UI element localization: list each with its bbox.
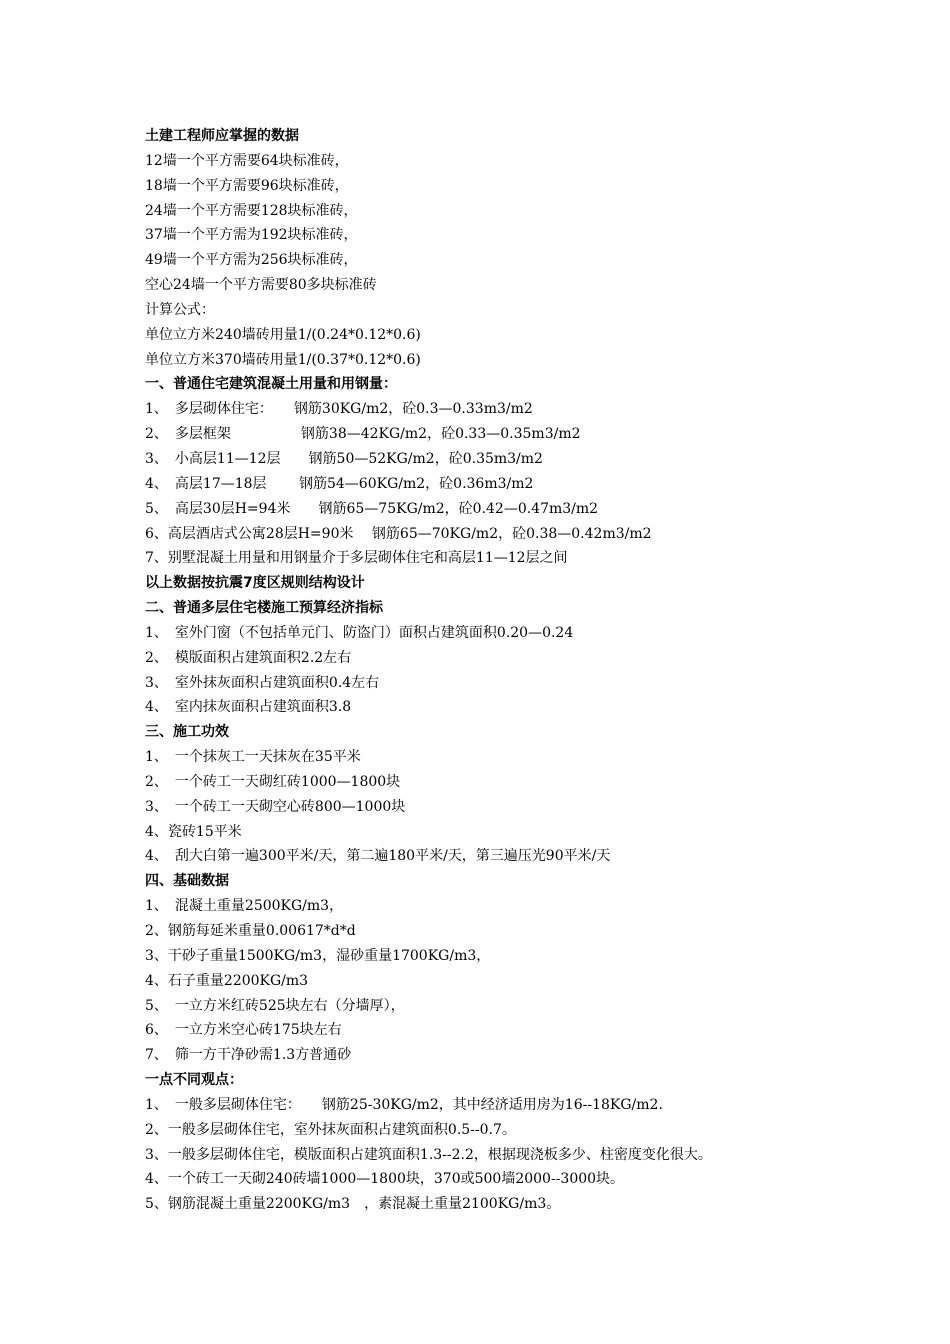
- section-heading: 以上数据按抗震7度区规则结构设计: [145, 575, 365, 592]
- section-heading: 一、普通住宅建筑混凝土用量和用钢量：: [145, 376, 397, 393]
- text-line: 7、别墅混凝土用量和用钢量介于多层砌体住宅和高层11—12层之间: [145, 550, 568, 567]
- text-line: 6、高层酒店式公寓28层H=90米 钢筋65—70KG/m2，砼0.38—0.42m3/m2: [145, 525, 652, 542]
- text-line: 24墙一个平方需要128块标准砖，: [145, 202, 358, 219]
- text-line: 计算公式：: [145, 301, 215, 318]
- text-line: 4、一个砖工一天砌240砖墙1000—1800块，370或500墙2000--3000块。: [145, 1171, 625, 1188]
- text-line: 1、 一个抹灰工一天抹灰在35平米: [145, 749, 361, 766]
- text-line: 5、 一立方米红砖525块左右（分墙厚），: [145, 997, 405, 1014]
- text-line: 1、 室外门窗（不包括单元门、防盗门）面积占建筑面积0.20—0.24: [145, 624, 574, 641]
- text-line: 6、 一立方米空心砖175块左右: [145, 1022, 342, 1039]
- text-line: 4、 刮大白第一遍300平米/天，第二遍180平米/天，第三遍压光90平米/天: [145, 848, 611, 865]
- text-line: 4、石子重量2200KG/m3: [145, 972, 309, 989]
- section-heading: 二、普通多层住宅楼施工预算经济指标: [145, 600, 383, 617]
- text-line: 5、钢筋混凝土重量2200KG/m3 ，素混凝土重量2100KG/m3。: [145, 1196, 561, 1213]
- document-body: [145, 124, 825, 1217]
- text-line: 3、 室外抹灰面积占建筑面积0.4左右: [145, 674, 380, 691]
- text-line: 2、钢筋每延米重量0.00617*d*d: [145, 923, 356, 939]
- text-line: 单位立方米370墙砖用量1/(0.37*0.12*0.6): [145, 351, 421, 368]
- text-line: 2、 多层框架 钢筋38—42KG/m2，砼0.33—0.35m3/m2: [145, 426, 581, 443]
- text-line: 单位立方米240墙砖用量1/(0.24*0.12*0.6): [145, 326, 421, 343]
- text-line: 4、 高层17—18层 钢筋54—60KG/m2，砼0.36m3/m2: [145, 475, 534, 492]
- text-line: 3、一般多层砌体住宅，模版面积占建筑面积1.3--2.2，根据现浇板多少、柱密度变化很大。: [145, 1146, 712, 1163]
- text-line: 49墙一个平方需为256块标准砖，: [145, 252, 358, 269]
- section-heading: 三、施工功效: [145, 724, 229, 741]
- text-line: 3、 小高层11—12层 钢筋50—52KG/m2，砼0.35m3/m2: [145, 450, 543, 467]
- text-line: 12墙一个平方需要64块标准砖，: [145, 152, 349, 169]
- text-line: 4、瓷砖15平米: [145, 823, 242, 840]
- section-heading: 一点不同观点：: [145, 1072, 243, 1089]
- text-line: 1、 混凝土重量2500KG/m3，: [145, 898, 344, 915]
- text-line: 3、 一个砖工一天砌空心砖800—1000块: [145, 798, 406, 815]
- text-line: 7、 筛一方干净砂需1.3方普通砂: [145, 1047, 352, 1064]
- text-line: 2、 模版面积占建筑面积2.2左右: [145, 649, 352, 666]
- text-line: 5、 高层30层H=94米 钢筋65—75KG/m2，砼0.42—0.47m3/m2: [145, 500, 599, 517]
- text-line: 1、 多层砌体住宅： 钢筋30KG/m2，砼0.3—0.33m3/m2: [145, 401, 533, 418]
- text-line: 2、 一个砖工一天砌红砖1000—1800块: [145, 773, 401, 790]
- text-line: 1、 一般多层砌体住宅： 钢筋25-30KG/m2，其中经济适用房为16--18KG/m2.: [145, 1096, 663, 1113]
- text-line: 37墙一个平方需为192块标准砖，: [145, 227, 358, 244]
- section-heading: 土建工程师应掌握的数据: [145, 128, 299, 144]
- text-line: 2、一般多层砌体住宅，室外抹灰面积占建筑面积0.5--0.7。: [145, 1121, 516, 1138]
- text-line: 3、干砂子重量1500KG/m3，湿砂重量1700KG/m3，: [145, 947, 491, 964]
- section-heading: 四、基础数据: [145, 873, 229, 890]
- text-line: 18墙一个平方需要96块标准砖，: [145, 177, 349, 194]
- text-line: 4、 室内抹灰面积占建筑面积3.8: [145, 699, 352, 716]
- text-line: 空心24墙一个平方需要80多块标准砖: [145, 277, 377, 294]
